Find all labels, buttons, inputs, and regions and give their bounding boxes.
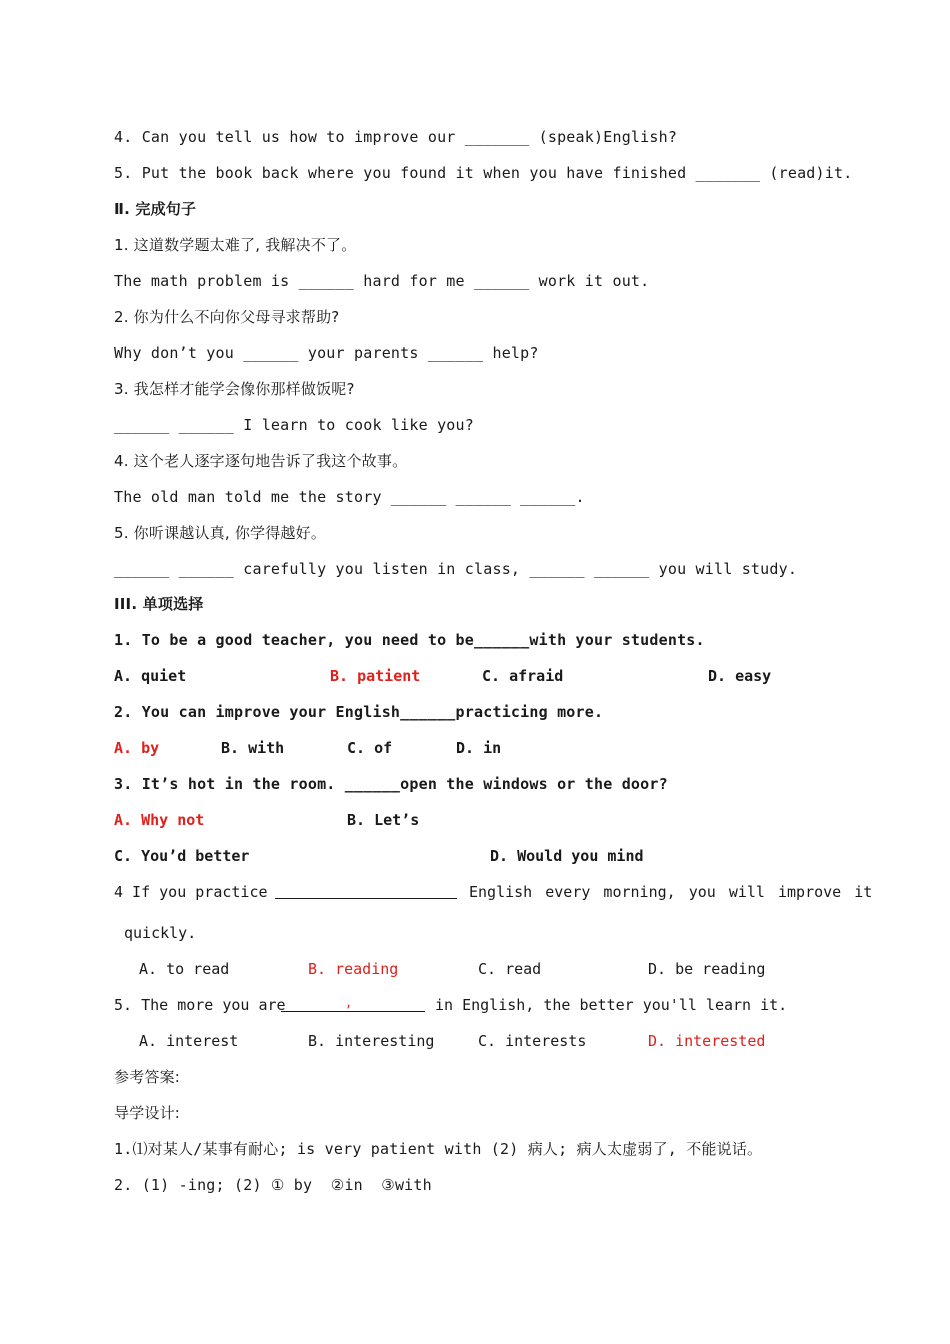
mc-q1-option-c: C. afraid	[482, 667, 564, 685]
mc-q3-option-a: A. Why not	[114, 811, 205, 829]
s2-item-1-en: The math problem is ______ hard for me ______ work it out.	[114, 272, 650, 290]
fill-question-4: 4. Can you tell us how to improve our _______ (speak)English?	[114, 128, 678, 146]
answers-heading: 参考答案:	[114, 1068, 181, 1086]
mc-q2-option-a: A. by	[114, 739, 160, 757]
mc-q4-option-a: A. to read	[139, 960, 230, 978]
s2-item-5-en: ______ ______ carefully you listen in class, ______ ______ you will study.	[114, 560, 798, 578]
answers-line-2: 2. (1) -ing; (2) ① by ②in ③with	[114, 1176, 432, 1194]
mc-q3-option-c: C. You’d better	[114, 847, 250, 865]
mc-q2-stem: 2. You can improve your English______practicing more.	[114, 703, 604, 721]
answers-line-1: 1.⑴对某人/某事有耐心; is very patient with (2) 病人; 病人太虚弱了, 不能说话。	[114, 1140, 763, 1158]
mc-q4-stem-prefix: 4 If you practice	[114, 883, 268, 901]
answers-subheading: 导学设计:	[114, 1104, 181, 1122]
section-3-heading: III. 单项选择	[114, 595, 204, 613]
mc-q1-stem: 1. To be a good teacher, you need to be______with your students.	[114, 631, 705, 649]
mc-q5-option-b: B. interesting	[308, 1032, 435, 1050]
s2-item-1-cn: 1. 这道数学题太难了, 我解决不了。	[114, 236, 357, 254]
fill-question-5: 5. Put the book back where you found it when you have finished _______ (read)it.	[114, 164, 853, 182]
s2-item-4-en: The old man told me the story ______ ______ ______.	[114, 488, 585, 506]
mc-q3-option-d: D. Would you mind	[490, 847, 644, 865]
s2-item-5-cn: 5. 你听课越认真, 你学得越好。	[114, 524, 327, 542]
mc-q2-option-c: C. of	[347, 739, 393, 757]
mc-q2-option-d: D. in	[456, 739, 502, 757]
mc-q5-option-c: C. interests	[478, 1032, 587, 1050]
mc-q5-blank	[281, 995, 425, 1012]
mc-q5-stem-prefix: 5. The more you are	[114, 996, 286, 1014]
mc-q1-option-d: D. easy	[708, 667, 772, 685]
s2-item-2-cn: 2. 你为什么不向你父母寻求帮助?	[114, 308, 340, 326]
mc-q4-blank	[275, 882, 457, 899]
section-2-heading: Ⅱ. 完成句子	[114, 200, 197, 218]
mc-q3-option-b: B. Let’s	[347, 811, 420, 829]
mc-q4-stem-suffix: English every morning, you will improve it	[469, 883, 873, 901]
s2-item-3-en: ______ ______ I learn to cook like you?	[114, 416, 474, 434]
mc-q1-option-a: A. quiet	[114, 667, 187, 685]
mc-q4-option-d: D. be reading	[648, 960, 766, 978]
mc-q4-option-b: B. reading	[308, 960, 399, 978]
mc-q1-option-b: B. patient	[330, 667, 421, 685]
mc-q5-blank-mark: ,	[345, 996, 353, 1010]
mc-q5-option-a: A. interest	[139, 1032, 239, 1050]
mc-q4-stem-cont: quickly.	[124, 924, 197, 942]
s2-item-4-cn: 4. 这个老人逐字逐句地告诉了我这个故事。	[114, 452, 408, 470]
mc-q5-stem-suffix: in English, the better you'll learn it.	[435, 996, 788, 1014]
mc-q3-stem: 3. It’s hot in the room. ______open the windows or the door?	[114, 775, 668, 793]
mc-q2-option-b: B. with	[221, 739, 285, 757]
mc-q5-option-d: D. interested	[648, 1032, 766, 1050]
s2-item-3-cn: 3. 我怎样才能学会像你那样做饭呢?	[114, 380, 355, 398]
s2-item-2-en: Why don’t you ______ your parents ______ help?	[114, 344, 539, 362]
mc-q4-option-c: C. read	[478, 960, 542, 978]
